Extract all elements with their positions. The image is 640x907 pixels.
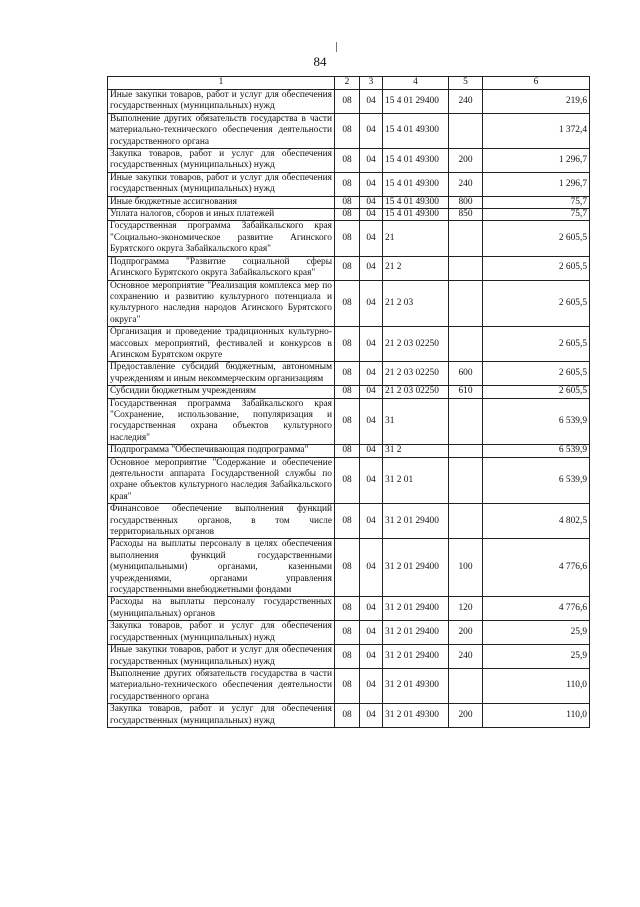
table-row [108,113,590,148]
row-expense-type [449,445,483,457]
header-col-2: 2 [335,77,360,90]
row-target-code: 15 4 01 49300 [383,172,449,196]
row-section: 08 [335,196,360,208]
row-description: Закупка товаров, работ и услуг для обеспечения государственных (муниципальных) нужд [108,704,335,728]
row-target-code: 31 2 01 [383,457,449,504]
row-subsection: 04 [360,704,383,728]
row-description: Расходы на выплаты персоналу в целях обеспечения выполнения функций государственными (муниципальными) органами, казенными учреждениями, органами управления государственными внебюджетными фондами [108,539,335,597]
row-expense-type: 240 [449,90,483,114]
row-description: Подпрограмма "Развитие социальной сферы Агинского Бурятского округа Забайкальского края" [108,256,335,280]
table-row [108,668,590,703]
row-section: 08 [335,539,360,597]
budget-table [107,76,590,728]
row-subsection: 04 [360,386,383,398]
row-amount: 6 539,9 [483,398,590,445]
row-expense-type: 850 [449,209,483,221]
table-row [108,149,590,173]
table-row [108,256,590,280]
row-expense-type [449,327,483,362]
row-expense-type [449,280,483,327]
row-description: Предоставление субсидий бюджетным, автономным учреждениям и иным некоммерческим организациям [108,362,335,386]
table-row [108,445,590,457]
row-expense-type [449,398,483,445]
row-subsection: 04 [360,90,383,114]
row-expense-type: 600 [449,362,483,386]
table-row [108,172,590,196]
row-amount: 110,0 [483,704,590,728]
row-description: Государственная программа Забайкальского края "Сохранение, использование, популяризация и государственная охрана объектов культурного наследия" [108,398,335,445]
page-number: 84 [313,54,327,69]
table-body [108,90,590,728]
row-target-code: 21 2 03 02250 [383,327,449,362]
table-row [108,597,590,621]
row-section: 08 [335,256,360,280]
row-section: 08 [335,704,360,728]
row-target-code: 15 4 01 29400 [383,90,449,114]
row-description: Иные закупки товаров, работ и услуг для обеспечения государственных (муниципальных) нужд [108,90,335,114]
header-col-3: 3 [360,77,383,90]
table-row [108,539,590,597]
row-section: 08 [335,113,360,148]
table-row [108,221,590,256]
row-target-code: 21 2 03 02250 [383,362,449,386]
row-expense-type [449,221,483,256]
row-expense-type [449,457,483,504]
row-section: 08 [335,149,360,173]
row-expense-type [449,504,483,539]
row-amount: 1 372,4 [483,113,590,148]
table-row [108,90,590,114]
row-target-code: 15 4 01 49300 [383,209,449,221]
row-amount: 2 605,5 [483,256,590,280]
row-description: Подпрограмма "Обеспечивающая подпрограмма" [108,445,335,457]
row-section: 08 [335,645,360,669]
row-amount: 2 605,5 [483,327,590,362]
table-row [108,280,590,327]
row-target-code: 31 2 01 29400 [383,539,449,597]
row-description: Уплата налогов, сборов и иных платежей [108,209,335,221]
row-description: Основное мероприятие "Содержание и обеспечение деятельности аппарата Государственной службы по охране объектов культурного наследия Забайкальского края" [108,457,335,504]
row-description: Государственная программа Забайкальского края "Социально-экономическое развитие Агинского Бурятского округа Забайкальского края" [108,221,335,256]
table-row [108,704,590,728]
header-col-6: 6 [483,77,590,90]
row-expense-type: 120 [449,597,483,621]
row-amount: 4 802,5 [483,504,590,539]
row-target-code: 31 2 01 29400 [383,597,449,621]
row-section: 08 [335,209,360,221]
row-amount: 6 539,9 [483,457,590,504]
row-subsection: 04 [360,668,383,703]
row-amount: 110,0 [483,668,590,703]
row-description: Иные закупки товаров, работ и услуг для обеспечения государственных (муниципальных) нужд [108,172,335,196]
row-subsection: 04 [360,539,383,597]
row-target-code: 31 2 01 29400 [383,504,449,539]
header-col-1: 1 [108,77,335,90]
table-row [108,209,590,221]
row-target-code: 15 4 01 49300 [383,196,449,208]
row-amount: 2 605,5 [483,280,590,327]
row-target-code: 21 2 [383,256,449,280]
row-subsection: 04 [360,457,383,504]
row-amount: 2 605,5 [483,362,590,386]
row-expense-type: 100 [449,539,483,597]
table-row [108,645,590,669]
row-section: 08 [335,668,360,703]
row-expense-type: 800 [449,196,483,208]
row-description: Закупка товаров, работ и услуг для обеспечения государственных (муниципальных) нужд [108,149,335,173]
row-subsection: 04 [360,172,383,196]
row-amount: 25,9 [483,621,590,645]
row-subsection: 04 [360,327,383,362]
row-subsection: 04 [360,621,383,645]
row-target-code: 15 4 01 49300 [383,113,449,148]
table-row [108,386,590,398]
row-target-code: 31 2 [383,445,449,457]
row-section: 08 [335,90,360,114]
row-expense-type: 240 [449,645,483,669]
row-target-code: 21 2 03 [383,280,449,327]
row-subsection: 04 [360,113,383,148]
row-section: 08 [335,621,360,645]
row-expense-type: 200 [449,149,483,173]
row-expense-type: 240 [449,172,483,196]
row-section: 08 [335,445,360,457]
row-target-code: 15 4 01 49300 [383,149,449,173]
row-section: 08 [335,280,360,327]
row-description: Выполнение других обязательств государства в части материально-технического обеспечения деятельности государственного органа [108,668,335,703]
row-target-code: 31 [383,398,449,445]
row-amount: 2 605,5 [483,221,590,256]
row-description: Иные закупки товаров, работ и услуг для обеспечения государственных (муниципальных) нужд [108,645,335,669]
row-subsection: 04 [360,362,383,386]
row-amount: 6 539,9 [483,445,590,457]
row-expense-type: 610 [449,386,483,398]
row-description: Финансовое обеспечение выполнения функций государственных органов, в том числе территориальных органов [108,504,335,539]
row-subsection: 04 [360,149,383,173]
row-section: 08 [335,172,360,196]
row-expense-type: 200 [449,704,483,728]
row-amount: 1 296,7 [483,172,590,196]
row-expense-type [449,668,483,703]
row-amount: 75,7 [483,196,590,208]
row-target-code: 21 2 03 02250 [383,386,449,398]
table-row [108,457,590,504]
row-description: Закупка товаров, работ и услуг для обеспечения государственных (муниципальных) нужд [108,621,335,645]
row-amount: 25,9 [483,645,590,669]
row-amount: 75,7 [483,209,590,221]
row-subsection: 04 [360,256,383,280]
table-row [108,621,590,645]
row-description: Субсидии бюджетным учреждениям [108,386,335,398]
row-amount: 1 296,7 [483,149,590,173]
row-description: Расходы на выплаты персоналу государственных (муниципальных) органов [108,597,335,621]
row-subsection: 04 [360,280,383,327]
row-subsection: 04 [360,196,383,208]
row-expense-type [449,113,483,148]
row-section: 08 [335,221,360,256]
row-amount: 219,6 [483,90,590,114]
row-description: Выполнение других обязательств государства в части материально-технического обеспечения деятельности государственного органа [108,113,335,148]
table-row [108,398,590,445]
row-section: 08 [335,327,360,362]
row-target-code: 31 2 01 29400 [383,645,449,669]
row-subsection: 04 [360,398,383,445]
row-target-code: 31 2 01 49300 [383,704,449,728]
row-description: Иные бюджетные ассигнования [108,196,335,208]
row-expense-type: 200 [449,621,483,645]
row-section: 08 [335,504,360,539]
row-target-code: 31 2 01 29400 [383,621,449,645]
table-row [108,327,590,362]
row-section: 08 [335,386,360,398]
row-subsection: 04 [360,597,383,621]
row-subsection: 04 [360,221,383,256]
table-header-row [108,77,590,90]
page-top-mark [336,42,337,52]
row-expense-type [449,256,483,280]
table-row [108,196,590,208]
row-amount: 4 776,6 [483,539,590,597]
row-amount: 4 776,6 [483,597,590,621]
row-target-code: 21 [383,221,449,256]
row-target-code: 31 2 01 49300 [383,668,449,703]
row-subsection: 04 [360,504,383,539]
row-subsection: 04 [360,645,383,669]
row-amount: 2 605,5 [483,386,590,398]
table-row [108,504,590,539]
row-section: 08 [335,597,360,621]
row-description: Основное мероприятие "Реализация комплекса мер по сохранению и развитию культурного потенциала и культурного наследия народов Агинского Бурятского округа" [108,280,335,327]
row-subsection: 04 [360,209,383,221]
row-subsection: 04 [360,445,383,457]
row-description: Организация и проведение традиционных культурно-массовых мероприятий, фестивалей и конкурсов в Агинском Бурятском округе [108,327,335,362]
row-section: 08 [335,398,360,445]
row-section: 08 [335,362,360,386]
header-col-5: 5 [449,77,483,90]
row-section: 08 [335,457,360,504]
header-col-4: 4 [383,77,449,90]
table-row [108,362,590,386]
